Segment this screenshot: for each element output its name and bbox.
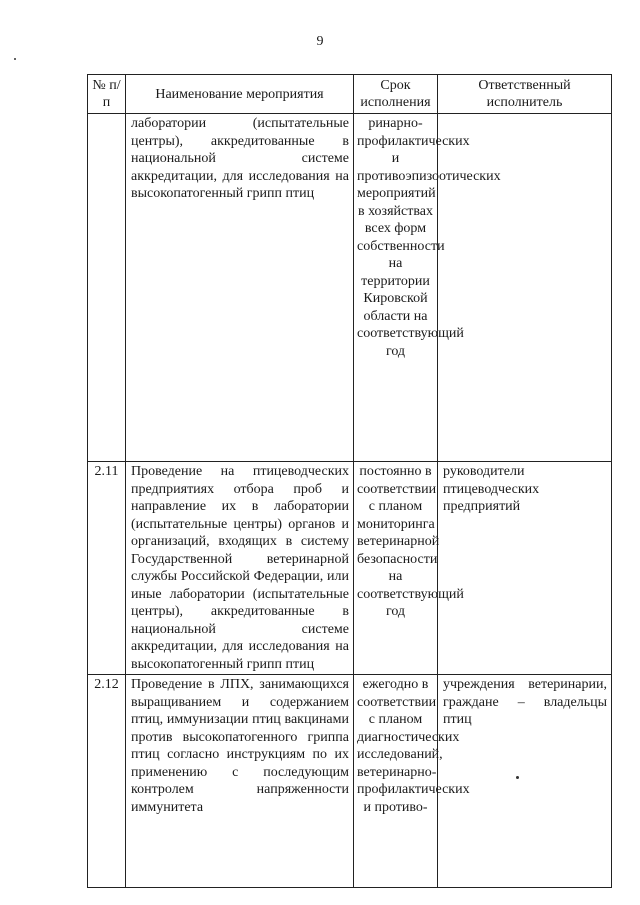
table-body <box>88 114 612 888</box>
activity-name: Проведение в ЛПХ, занимающихся выращиванием и содержанием птиц, иммунизации птиц вакцинами против высокопатогенного гриппа птиц согласно инструкциям по их применению с последующим контролем напряженности иммунитета <box>126 675 354 888</box>
activity-responsible: руководители птицеводческих предприятий <box>438 462 612 675</box>
table-row <box>88 675 612 888</box>
row-number: 2.11 <box>88 462 126 675</box>
header-responsible: Ответственный исполнитель <box>438 75 612 114</box>
header-num: № п/п <box>88 75 126 114</box>
row-number: 2.12 <box>88 675 126 888</box>
activity-term: постоянно в соответствии с планом мониторинга ветеринарной безопасности на соответствующий год <box>354 462 438 675</box>
header-name: Наименование мероприятия <box>126 75 354 114</box>
table-row <box>88 114 612 462</box>
page-number: 9 <box>316 34 324 49</box>
table-row <box>88 462 612 675</box>
header-term: Срок исполнения <box>354 75 438 114</box>
activity-responsible: учреждения ветеринарии, граждане – владельцы птиц <box>438 675 612 888</box>
scan-speck <box>516 776 519 779</box>
header-row <box>88 75 612 114</box>
activity-responsible <box>438 114 612 462</box>
table-header <box>88 75 612 114</box>
activity-name: лаборатории (испытательные центры), аккредитованные в национальной системе аккредитации, для исследования на высокопатогенный грипп птиц <box>126 114 354 462</box>
activity-term: ежегодно в соответствии с планом диагностических исследований, ветеринарно-профилактических и противо- <box>354 675 438 888</box>
row-number <box>88 114 126 462</box>
activities-table <box>87 74 612 888</box>
activity-name: Проведение на птицеводческих предприятиях отбора проб и направление их в лаборатории (испытательные центры) органов и организаций, входящих в систему Государственной ветеринарной службы Российской Федерации, или иные лаборатории (испытательные центры), аккредитованные в национальной системе аккредитации, для исследования на высокопатогенный грипп птиц <box>126 462 354 675</box>
scan-speck <box>14 58 16 60</box>
activity-term: ринарно-профилактических и противоэпизоотических мероприятий в хозяйствах всех форм собственности на территории Кировской области на соответствующий год <box>354 114 438 462</box>
